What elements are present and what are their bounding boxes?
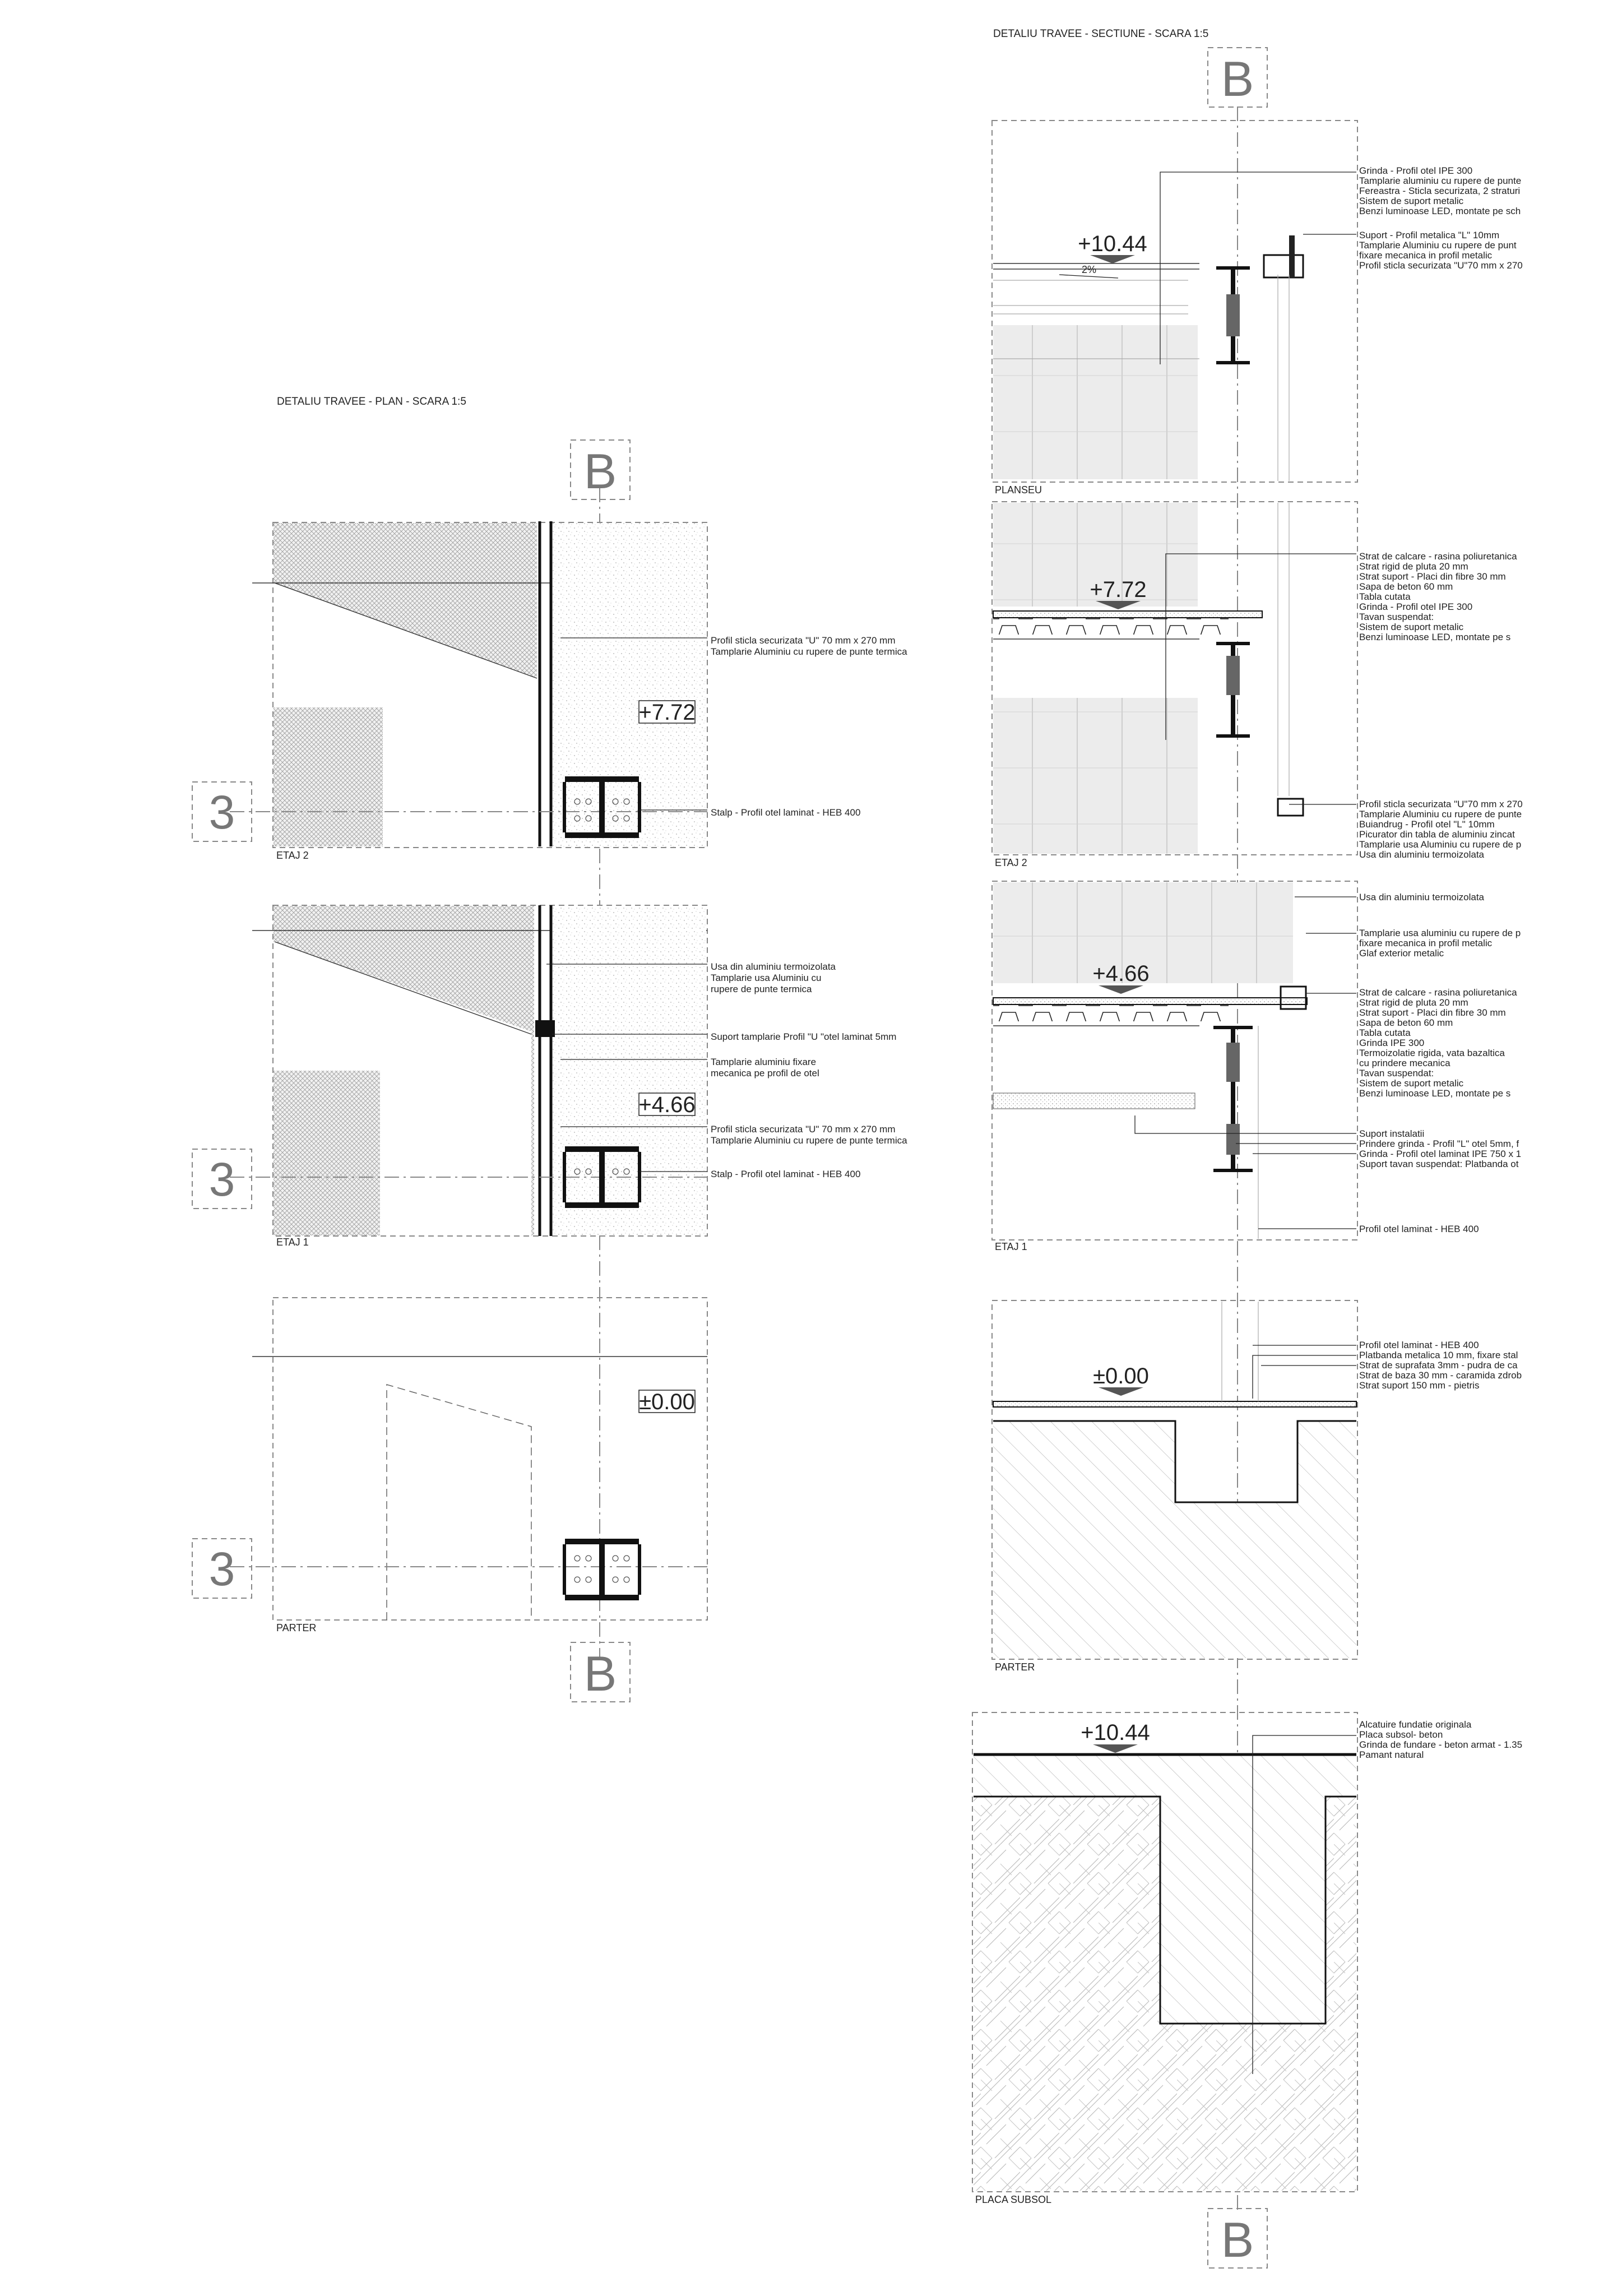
plan-etaj1-floor-strip [274, 1071, 380, 1235]
section-etaj1-note: cu prindere mecanica [1359, 1058, 1450, 1068]
section-planseu-panel [992, 121, 1523, 496]
plan-etaj1-level: +4.66 [638, 1093, 696, 1117]
section-planseu-note: Tamplarie aluminiu cu rupere de punte [1359, 175, 1522, 186]
plan-etaj1-note: mecanica pe profil de otel [711, 1068, 819, 1078]
plan-etaj1-note: Profil sticla securizata "U" 70 mm x 270 mm [711, 1124, 896, 1135]
section-etaj1-note: Sapa de beton 60 mm [1359, 1017, 1453, 1028]
section-etaj1-caption: ETAJ 1 [995, 1241, 1027, 1252]
section-etaj1-note: Grinda - Profil otel laminat IPE 750 x 1 [1359, 1149, 1522, 1159]
section-subsol-panel [972, 1712, 1522, 2205]
section-etaj2-note: Picurator din tabla de aluminiu zincat [1359, 829, 1515, 840]
section-etaj1-note: Usa din aluminiu termoizolata [1359, 892, 1484, 902]
section-subsol-note: Grinda de fundare - beton armat - 1.35 [1359, 1739, 1523, 1750]
section-etaj1-note: fixare mecanica in profil metalic [1359, 938, 1493, 948]
section-etaj2-note: Sistem de suport metalic [1359, 622, 1464, 632]
section-planseu-note: Profil sticla securizata "U"70 mm x 270 [1359, 260, 1523, 271]
plan-parter-column-heb400 [563, 1539, 641, 1600]
section-planseu-glass [993, 325, 1198, 479]
plan-etaj1-note: Stalp - Profil otel laminat - HEB 400 [711, 1169, 861, 1179]
section-subsol-note: Pamant natural [1359, 1749, 1424, 1760]
section-etaj2-deck [993, 618, 1229, 635]
section-parter-note: Strat de suprafata 3mm - pudra de ca [1359, 1360, 1518, 1371]
section-etaj2-panel [992, 502, 1523, 868]
section-parter-panel [992, 1300, 1522, 1673]
section-etaj1-note: Sistem de suport metalic [1359, 1078, 1464, 1089]
plan-etaj2-caption: ETAJ 2 [276, 850, 309, 861]
section-axis-b-top-label: B [1221, 51, 1254, 107]
section-planseu-level: +10.44 [1078, 232, 1147, 256]
section-etaj1-slab [993, 998, 1307, 1004]
section-etaj1-deck [993, 1004, 1229, 1021]
section-parter-level-marker [1099, 1387, 1143, 1396]
section-planseu-note: Suport - Profil metalica "L" 10mm [1359, 230, 1500, 240]
section-etaj1-note: Suport tavan suspendat: Platbanda ot [1359, 1159, 1519, 1169]
section-parter-leader [1253, 1355, 1356, 1399]
section-planseu-note: Grinda - Profil otel IPE 300 [1359, 165, 1473, 176]
section-subsol-level: +10.44 [1081, 1720, 1150, 1745]
section-planseu-slope: 2% [1082, 264, 1097, 275]
plan-parter-level: ±0.00 [639, 1390, 695, 1414]
section-etaj2-note: Tabla cutata [1359, 591, 1411, 602]
section-etaj2-note: Profil sticla securizata "U"70 mm x 270 [1359, 799, 1523, 809]
section-planseu-note: Sistem de suport metalic [1359, 196, 1464, 206]
section-title: DETALIU TRAVEE - SECTIUNE - SCARA 1:5 [993, 28, 1209, 40]
plan-etaj1-note: rupere de punte termica [711, 984, 812, 994]
plan-etaj1-door-frame [535, 1020, 555, 1037]
section-etaj2-note: Strat de calcare - rasina poliuretanica [1359, 551, 1517, 562]
section-etaj2-note: Buiandrug - Profil otel "L" 10mm [1359, 819, 1495, 830]
section-subsol-note: Alcatuire fundatie originala [1359, 1719, 1472, 1730]
section-planseu-note: Tamplarie Aluminiu cu rupere de punt [1359, 240, 1517, 251]
section-detail [972, 28, 1523, 2268]
plan-etaj1-note: Tamplarie Aluminiu cu rupere de punte termica [711, 1135, 907, 1146]
plan-etaj2-infill [552, 523, 706, 847]
plan-etaj1-note: Tamplarie usa Aluminiu cu [711, 973, 822, 983]
section-parter-floor [993, 1401, 1356, 1407]
section-axis-b-bottom-label: B [1221, 2212, 1254, 2267]
section-etaj1-note: Tabla cutata [1359, 1027, 1411, 1038]
plan-etaj1-grid-label: 3 [208, 1153, 235, 1206]
plan-etaj2-panel [192, 521, 907, 861]
plan-etaj2-note: Stalp - Profil otel laminat - HEB 400 [711, 807, 861, 818]
section-etaj2-note: Tavan suspendat: [1359, 612, 1434, 622]
section-parter-note: Profil otel laminat - HEB 400 [1359, 1340, 1479, 1350]
section-etaj1-note: Grinda IPE 300 [1359, 1038, 1425, 1048]
plan-parter-panel [192, 1298, 707, 1633]
section-etaj1-note: Benzi luminoase LED, montate pe s [1359, 1088, 1511, 1099]
section-planseu-note: Benzi luminoase LED, montate pe sch [1359, 206, 1521, 216]
section-etaj2-level: +7.72 [1090, 577, 1147, 602]
plan-parter-outline [387, 1385, 531, 1620]
section-etaj1-insulation [993, 1093, 1195, 1109]
plan-etaj2-note: Tamplarie Aluminiu cu rupere de punte termica [711, 646, 907, 657]
section-etaj1-note: Prindere grinda - Profil "L" otel 5mm, f [1359, 1138, 1519, 1149]
section-parter-note: Strat suport 150 mm - pietris [1359, 1380, 1480, 1391]
plan-axis-b-top-label: B [583, 443, 617, 499]
section-etaj2-note: Tamplarie Aluminiu cu rupere de punte [1359, 809, 1522, 820]
plan-etaj2-level: +7.72 [638, 700, 696, 725]
plan-etaj1-note: Suport tamplarie Profil "U "otel laminat 5mm [711, 1031, 897, 1042]
section-parter-note: Platbanda metalica 10 mm, fixare stal [1359, 1350, 1518, 1360]
section-etaj2-beam-ipe300 [1216, 642, 1250, 738]
section-subsol-level-marker [1093, 1744, 1138, 1753]
section-subsol-note: Placa subsol- beton [1359, 1729, 1443, 1740]
plan-detail [192, 396, 907, 1702]
section-etaj2-glass-bottom [993, 698, 1198, 854]
section-etaj1-note: Termoizolatie rigida, vata bazaltica [1359, 1048, 1505, 1058]
section-etaj2-note: Strat suport - Placi din fibre 30 mm [1359, 571, 1506, 582]
section-etaj2-lintel [1278, 799, 1303, 816]
section-etaj1-level-marker [1099, 985, 1143, 994]
section-planseu-bracket [1264, 235, 1303, 277]
section-etaj1-leader [1135, 1115, 1356, 1133]
section-etaj1-note: Glaf exterior metalic [1359, 948, 1444, 959]
section-etaj2-note: Sapa de beton 60 mm [1359, 581, 1453, 592]
section-etaj2-note: Tamplarie usa Aluminiu cu rupere de p [1359, 839, 1522, 850]
section-etaj2-note: Benzi luminoase LED, montate pe s [1359, 632, 1511, 642]
plan-etaj2-note: Profil sticla securizata "U" 70 mm x 270 mm [711, 635, 896, 646]
plan-etaj2-grid-label: 3 [208, 786, 235, 839]
plan-etaj1-infill [552, 906, 706, 1235]
section-etaj1-note: Suport instalatii [1359, 1128, 1425, 1139]
section-etaj1-note: Strat suport - Placi din fibre 30 mm [1359, 1007, 1506, 1018]
section-etaj2-note: Usa din aluminiu termoizolata [1359, 849, 1484, 860]
section-etaj1-beam-ipe750 [1213, 1026, 1253, 1172]
section-etaj1-panel [992, 881, 1521, 1252]
section-planseu-caption: PLANSEU [995, 484, 1042, 496]
section-planseu-note: Fereastra - Sticla securizata, 2 straturi [1359, 186, 1521, 196]
plan-axis-b-bottom-label: B [583, 1646, 617, 1701]
section-planseu-level-marker [1090, 255, 1135, 263]
plan-parter-frame [273, 1298, 707, 1620]
section-parter-level: ±0.00 [1093, 1364, 1149, 1388]
section-etaj1-level: +4.66 [1092, 961, 1150, 986]
section-planseu-beam-ipe300 [1216, 266, 1250, 364]
plan-etaj1-caption: ETAJ 1 [276, 1237, 309, 1248]
section-etaj2-slab [993, 611, 1262, 618]
section-etaj1-note: Tavan suspendat: [1359, 1068, 1434, 1078]
plan-etaj1-note: Usa din aluminiu termoizolata [711, 961, 836, 972]
section-planseu-note: fixare mecanica in profil metalic [1359, 250, 1493, 261]
plan-parter-grid-label: 3 [208, 1543, 235, 1595]
plan-title: DETALIU TRAVEE - PLAN - SCARA 1:5 [277, 396, 466, 408]
section-etaj1-note: Tamplarie usa aluminiu cu rupere de p [1359, 928, 1521, 938]
section-parter-caption: PARTER [995, 1661, 1035, 1673]
section-parter-note: Strat de baza 30 mm - caramida zdrob [1359, 1370, 1522, 1381]
section-etaj2-note: Grinda - Profil otel IPE 300 [1359, 601, 1473, 612]
section-etaj1-note: Strat de calcare - rasina poliuretanica [1359, 987, 1517, 998]
plan-etaj1-note: Tamplarie aluminiu fixare [711, 1057, 817, 1067]
section-etaj1-note: Strat rigid de pluta 20 mm [1359, 997, 1468, 1008]
plan-etaj2-floor-strip [274, 707, 383, 846]
section-etaj2-caption: ETAJ 2 [995, 857, 1027, 868]
plan-etaj1-panel [192, 905, 907, 1248]
section-etaj1-note: Profil otel laminat - HEB 400 [1359, 1224, 1479, 1234]
section-subsol-caption: PLACA SUBSOL [975, 2194, 1052, 2205]
section-etaj2-note: Strat rigid de pluta 20 mm [1359, 561, 1468, 572]
plan-parter-caption: PARTER [276, 1622, 317, 1633]
